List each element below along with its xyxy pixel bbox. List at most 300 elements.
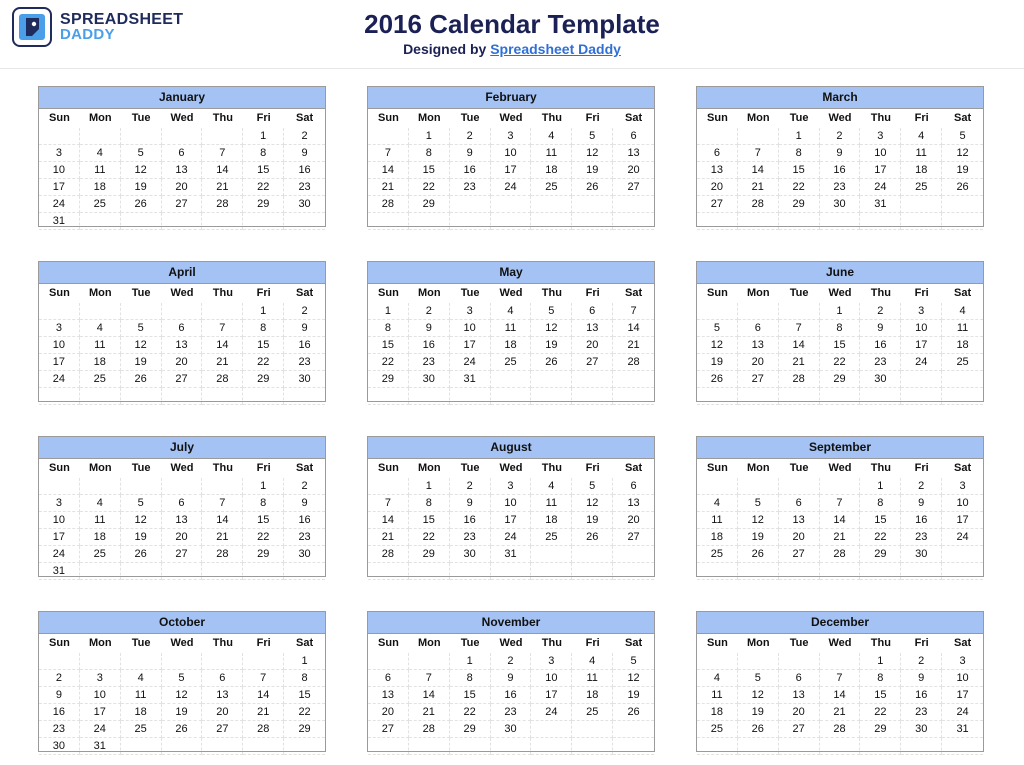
day-cell[interactable]: 12: [613, 670, 654, 687]
day-cell[interactable]: 13: [613, 495, 654, 512]
day-cell[interactable]: [572, 738, 613, 755]
day-cell[interactable]: 5: [738, 670, 779, 687]
day-cell[interactable]: 15: [368, 337, 409, 354]
day-cell[interactable]: 26: [738, 721, 779, 738]
day-cell[interactable]: 25: [531, 529, 572, 546]
day-cell[interactable]: 20: [613, 512, 654, 529]
day-cell[interactable]: 15: [409, 162, 450, 179]
day-cell[interactable]: 2: [284, 128, 325, 145]
day-cell[interactable]: 3: [531, 653, 572, 670]
day-cell[interactable]: 23: [901, 529, 942, 546]
day-cell[interactable]: 28: [202, 546, 243, 563]
day-cell[interactable]: [80, 303, 121, 320]
day-cell[interactable]: [820, 653, 861, 670]
day-cell[interactable]: 1: [368, 303, 409, 320]
day-cell[interactable]: 6: [162, 145, 203, 162]
day-cell[interactable]: 25: [80, 546, 121, 563]
day-cell[interactable]: [531, 546, 572, 563]
day-cell[interactable]: 16: [284, 512, 325, 529]
day-cell[interactable]: 2: [450, 478, 491, 495]
day-cell[interactable]: [80, 213, 121, 230]
day-cell[interactable]: [284, 738, 325, 755]
day-cell[interactable]: 6: [202, 670, 243, 687]
day-cell[interactable]: 16: [39, 704, 80, 721]
day-cell[interactable]: 22: [284, 704, 325, 721]
day-cell[interactable]: 28: [202, 371, 243, 388]
day-cell[interactable]: 19: [121, 354, 162, 371]
day-cell[interactable]: 20: [368, 704, 409, 721]
day-cell[interactable]: 12: [121, 337, 162, 354]
day-cell[interactable]: 12: [738, 512, 779, 529]
day-cell[interactable]: [697, 738, 738, 755]
day-cell[interactable]: 21: [368, 179, 409, 196]
day-cell[interactable]: [450, 196, 491, 213]
day-cell[interactable]: 9: [901, 670, 942, 687]
day-cell[interactable]: 30: [820, 196, 861, 213]
day-cell[interactable]: 5: [572, 128, 613, 145]
day-cell[interactable]: 5: [531, 303, 572, 320]
day-cell[interactable]: 19: [572, 512, 613, 529]
day-cell[interactable]: 11: [942, 320, 983, 337]
day-cell[interactable]: [450, 388, 491, 405]
day-cell[interactable]: 24: [491, 529, 532, 546]
day-cell[interactable]: 29: [243, 546, 284, 563]
day-cell[interactable]: 23: [491, 704, 532, 721]
day-cell[interactable]: 1: [243, 478, 284, 495]
day-cell[interactable]: 17: [39, 179, 80, 196]
day-cell[interactable]: 24: [942, 529, 983, 546]
day-cell[interactable]: 30: [39, 738, 80, 755]
day-cell[interactable]: [697, 128, 738, 145]
spreadsheet-daddy-link[interactable]: Spreadsheet Daddy: [490, 41, 621, 57]
day-cell[interactable]: 19: [697, 354, 738, 371]
day-cell[interactable]: [450, 563, 491, 580]
day-cell[interactable]: 10: [491, 145, 532, 162]
day-cell[interactable]: 29: [243, 371, 284, 388]
day-cell[interactable]: 8: [409, 145, 450, 162]
day-cell[interactable]: 16: [409, 337, 450, 354]
day-cell[interactable]: 27: [779, 721, 820, 738]
day-cell[interactable]: 5: [121, 495, 162, 512]
day-cell[interactable]: 25: [121, 721, 162, 738]
day-cell[interactable]: [284, 563, 325, 580]
day-cell[interactable]: [860, 563, 901, 580]
day-cell[interactable]: [368, 388, 409, 405]
day-cell[interactable]: 25: [80, 196, 121, 213]
day-cell[interactable]: 28: [820, 721, 861, 738]
day-cell[interactable]: 10: [860, 145, 901, 162]
day-cell[interactable]: 22: [450, 704, 491, 721]
day-cell[interactable]: 28: [243, 721, 284, 738]
day-cell[interactable]: 27: [697, 196, 738, 213]
day-cell[interactable]: 13: [368, 687, 409, 704]
day-cell[interactable]: 15: [243, 512, 284, 529]
day-cell[interactable]: 21: [820, 529, 861, 546]
day-cell[interactable]: 23: [860, 354, 901, 371]
day-cell[interactable]: 11: [80, 337, 121, 354]
day-cell[interactable]: 12: [697, 337, 738, 354]
day-cell[interactable]: 5: [121, 320, 162, 337]
day-cell[interactable]: [39, 653, 80, 670]
day-cell[interactable]: 30: [284, 546, 325, 563]
day-cell[interactable]: 12: [162, 687, 203, 704]
day-cell[interactable]: [39, 303, 80, 320]
day-cell[interactable]: [738, 738, 779, 755]
day-cell[interactable]: 2: [491, 653, 532, 670]
day-cell[interactable]: 29: [409, 546, 450, 563]
day-cell[interactable]: 25: [697, 721, 738, 738]
day-cell[interactable]: 16: [901, 512, 942, 529]
day-cell[interactable]: 17: [39, 354, 80, 371]
day-cell[interactable]: 11: [80, 512, 121, 529]
day-cell[interactable]: [243, 388, 284, 405]
day-cell[interactable]: 1: [779, 128, 820, 145]
day-cell[interactable]: [820, 478, 861, 495]
day-cell[interactable]: [738, 388, 779, 405]
day-cell[interactable]: 1: [284, 653, 325, 670]
day-cell[interactable]: 11: [531, 495, 572, 512]
day-cell[interactable]: 20: [162, 354, 203, 371]
day-cell[interactable]: 10: [942, 495, 983, 512]
day-cell[interactable]: [901, 196, 942, 213]
day-cell[interactable]: 22: [409, 529, 450, 546]
day-cell[interactable]: 18: [491, 337, 532, 354]
day-cell[interactable]: 16: [901, 687, 942, 704]
day-cell[interactable]: 19: [121, 179, 162, 196]
day-cell[interactable]: 17: [491, 162, 532, 179]
day-cell[interactable]: 23: [284, 354, 325, 371]
day-cell[interactable]: 17: [942, 512, 983, 529]
day-cell[interactable]: 8: [243, 320, 284, 337]
day-cell[interactable]: 4: [491, 303, 532, 320]
day-cell[interactable]: [243, 653, 284, 670]
day-cell[interactable]: [901, 371, 942, 388]
day-cell[interactable]: [613, 196, 654, 213]
day-cell[interactable]: 12: [121, 162, 162, 179]
day-cell[interactable]: 15: [450, 687, 491, 704]
day-cell[interactable]: 18: [942, 337, 983, 354]
day-cell[interactable]: 22: [820, 354, 861, 371]
day-cell[interactable]: 29: [860, 721, 901, 738]
day-cell[interactable]: [613, 546, 654, 563]
day-cell[interactable]: 28: [820, 546, 861, 563]
day-cell[interactable]: [368, 213, 409, 230]
day-cell[interactable]: 13: [779, 512, 820, 529]
day-cell[interactable]: 16: [284, 162, 325, 179]
day-cell[interactable]: 2: [820, 128, 861, 145]
day-cell[interactable]: 27: [613, 179, 654, 196]
day-cell[interactable]: [491, 388, 532, 405]
day-cell[interactable]: 22: [779, 179, 820, 196]
day-cell[interactable]: 23: [901, 704, 942, 721]
day-cell[interactable]: 8: [243, 145, 284, 162]
day-cell[interactable]: 10: [491, 495, 532, 512]
day-cell[interactable]: 17: [491, 512, 532, 529]
day-cell[interactable]: 31: [80, 738, 121, 755]
day-cell[interactable]: 4: [697, 495, 738, 512]
day-cell[interactable]: [942, 546, 983, 563]
day-cell[interactable]: 20: [162, 529, 203, 546]
day-cell[interactable]: [409, 563, 450, 580]
day-cell[interactable]: [80, 128, 121, 145]
day-cell[interactable]: [368, 563, 409, 580]
day-cell[interactable]: 9: [39, 687, 80, 704]
day-cell[interactable]: 19: [613, 687, 654, 704]
day-cell[interactable]: [243, 213, 284, 230]
day-cell[interactable]: 17: [942, 687, 983, 704]
day-cell[interactable]: 9: [409, 320, 450, 337]
day-cell[interactable]: [942, 213, 983, 230]
day-cell[interactable]: 19: [738, 704, 779, 721]
day-cell[interactable]: 24: [80, 721, 121, 738]
day-cell[interactable]: [202, 388, 243, 405]
day-cell[interactable]: 31: [39, 563, 80, 580]
day-cell[interactable]: 3: [80, 670, 121, 687]
day-cell[interactable]: 25: [572, 704, 613, 721]
day-cell[interactable]: 5: [738, 495, 779, 512]
day-cell[interactable]: 1: [820, 303, 861, 320]
day-cell[interactable]: 21: [613, 337, 654, 354]
day-cell[interactable]: 3: [942, 478, 983, 495]
day-cell[interactable]: [697, 213, 738, 230]
day-cell[interactable]: 11: [80, 162, 121, 179]
day-cell[interactable]: 7: [409, 670, 450, 687]
day-cell[interactable]: 2: [284, 303, 325, 320]
day-cell[interactable]: 12: [531, 320, 572, 337]
day-cell[interactable]: 31: [491, 546, 532, 563]
day-cell[interactable]: 21: [409, 704, 450, 721]
day-cell[interactable]: [121, 213, 162, 230]
day-cell[interactable]: 17: [860, 162, 901, 179]
day-cell[interactable]: [820, 213, 861, 230]
day-cell[interactable]: 11: [572, 670, 613, 687]
day-cell[interactable]: 20: [202, 704, 243, 721]
day-cell[interactable]: 28: [779, 371, 820, 388]
day-cell[interactable]: 1: [243, 128, 284, 145]
day-cell[interactable]: 4: [697, 670, 738, 687]
day-cell[interactable]: 27: [202, 721, 243, 738]
day-cell[interactable]: 14: [613, 320, 654, 337]
day-cell[interactable]: [572, 721, 613, 738]
day-cell[interactable]: [284, 388, 325, 405]
day-cell[interactable]: 11: [697, 687, 738, 704]
day-cell[interactable]: [820, 388, 861, 405]
day-cell[interactable]: 7: [820, 495, 861, 512]
day-cell[interactable]: [738, 478, 779, 495]
day-cell[interactable]: 6: [697, 145, 738, 162]
day-cell[interactable]: 25: [697, 546, 738, 563]
day-cell[interactable]: 24: [450, 354, 491, 371]
day-cell[interactable]: [368, 738, 409, 755]
day-cell[interactable]: 18: [901, 162, 942, 179]
day-cell[interactable]: [284, 213, 325, 230]
day-cell[interactable]: 27: [162, 371, 203, 388]
day-cell[interactable]: 5: [162, 670, 203, 687]
day-cell[interactable]: [779, 738, 820, 755]
day-cell[interactable]: 5: [942, 128, 983, 145]
day-cell[interactable]: 8: [860, 670, 901, 687]
day-cell[interactable]: 28: [368, 196, 409, 213]
day-cell[interactable]: 24: [942, 704, 983, 721]
day-cell[interactable]: 13: [162, 337, 203, 354]
day-cell[interactable]: 28: [738, 196, 779, 213]
day-cell[interactable]: 8: [860, 495, 901, 512]
day-cell[interactable]: [243, 738, 284, 755]
day-cell[interactable]: 10: [39, 337, 80, 354]
day-cell[interactable]: 13: [738, 337, 779, 354]
day-cell[interactable]: [860, 738, 901, 755]
day-cell[interactable]: 23: [450, 529, 491, 546]
day-cell[interactable]: 3: [901, 303, 942, 320]
day-cell[interactable]: 6: [162, 320, 203, 337]
day-cell[interactable]: 4: [901, 128, 942, 145]
day-cell[interactable]: [39, 478, 80, 495]
day-cell[interactable]: [491, 196, 532, 213]
day-cell[interactable]: 16: [284, 337, 325, 354]
day-cell[interactable]: 1: [860, 478, 901, 495]
day-cell[interactable]: [121, 563, 162, 580]
day-cell[interactable]: 14: [779, 337, 820, 354]
day-cell[interactable]: 10: [901, 320, 942, 337]
day-cell[interactable]: [368, 478, 409, 495]
day-cell[interactable]: 3: [39, 145, 80, 162]
day-cell[interactable]: 13: [572, 320, 613, 337]
day-cell[interactable]: 18: [697, 529, 738, 546]
day-cell[interactable]: [162, 653, 203, 670]
day-cell[interactable]: 9: [860, 320, 901, 337]
day-cell[interactable]: [409, 653, 450, 670]
day-cell[interactable]: [121, 128, 162, 145]
day-cell[interactable]: 3: [860, 128, 901, 145]
day-cell[interactable]: [572, 213, 613, 230]
day-cell[interactable]: 15: [820, 337, 861, 354]
day-cell[interactable]: [202, 653, 243, 670]
day-cell[interactable]: 8: [779, 145, 820, 162]
day-cell[interactable]: 7: [368, 145, 409, 162]
day-cell[interactable]: [531, 738, 572, 755]
day-cell[interactable]: 29: [860, 546, 901, 563]
day-cell[interactable]: 2: [39, 670, 80, 687]
day-cell[interactable]: 22: [368, 354, 409, 371]
day-cell[interactable]: 4: [572, 653, 613, 670]
day-cell[interactable]: 12: [738, 687, 779, 704]
day-cell[interactable]: 30: [409, 371, 450, 388]
day-cell[interactable]: 28: [368, 546, 409, 563]
day-cell[interactable]: 9: [284, 145, 325, 162]
day-cell[interactable]: 26: [942, 179, 983, 196]
day-cell[interactable]: 22: [243, 354, 284, 371]
day-cell[interactable]: [531, 371, 572, 388]
day-cell[interactable]: [820, 563, 861, 580]
day-cell[interactable]: [368, 128, 409, 145]
day-cell[interactable]: 17: [39, 529, 80, 546]
day-cell[interactable]: [613, 371, 654, 388]
day-cell[interactable]: [697, 303, 738, 320]
day-cell[interactable]: 5: [121, 145, 162, 162]
day-cell[interactable]: 6: [613, 128, 654, 145]
day-cell[interactable]: [409, 388, 450, 405]
day-cell[interactable]: 16: [450, 512, 491, 529]
day-cell[interactable]: [738, 563, 779, 580]
day-cell[interactable]: [942, 196, 983, 213]
day-cell[interactable]: 19: [572, 162, 613, 179]
day-cell[interactable]: [121, 478, 162, 495]
day-cell[interactable]: 8: [284, 670, 325, 687]
day-cell[interactable]: 15: [409, 512, 450, 529]
day-cell[interactable]: [202, 213, 243, 230]
day-cell[interactable]: 24: [39, 546, 80, 563]
day-cell[interactable]: 1: [409, 478, 450, 495]
day-cell[interactable]: 9: [901, 495, 942, 512]
day-cell[interactable]: 24: [531, 704, 572, 721]
day-cell[interactable]: [860, 213, 901, 230]
day-cell[interactable]: 6: [572, 303, 613, 320]
day-cell[interactable]: 4: [531, 478, 572, 495]
day-cell[interactable]: 30: [901, 546, 942, 563]
day-cell[interactable]: 20: [779, 529, 820, 546]
day-cell[interactable]: 5: [572, 478, 613, 495]
day-cell[interactable]: [121, 388, 162, 405]
day-cell[interactable]: [613, 563, 654, 580]
day-cell[interactable]: 10: [39, 162, 80, 179]
day-cell[interactable]: [491, 738, 532, 755]
day-cell[interactable]: [697, 478, 738, 495]
day-cell[interactable]: [942, 738, 983, 755]
day-cell[interactable]: 13: [697, 162, 738, 179]
day-cell[interactable]: 9: [820, 145, 861, 162]
day-cell[interactable]: 7: [202, 320, 243, 337]
day-cell[interactable]: 17: [901, 337, 942, 354]
day-cell[interactable]: [491, 213, 532, 230]
day-cell[interactable]: 24: [491, 179, 532, 196]
day-cell[interactable]: [409, 213, 450, 230]
day-cell[interactable]: 18: [572, 687, 613, 704]
day-cell[interactable]: [450, 738, 491, 755]
day-cell[interactable]: 12: [942, 145, 983, 162]
day-cell[interactable]: 3: [39, 320, 80, 337]
day-cell[interactable]: 15: [284, 687, 325, 704]
day-cell[interactable]: 15: [779, 162, 820, 179]
day-cell[interactable]: 23: [409, 354, 450, 371]
day-cell[interactable]: 6: [779, 495, 820, 512]
day-cell[interactable]: [202, 563, 243, 580]
day-cell[interactable]: [779, 213, 820, 230]
day-cell[interactable]: 27: [613, 529, 654, 546]
day-cell[interactable]: 15: [860, 687, 901, 704]
day-cell[interactable]: 11: [491, 320, 532, 337]
day-cell[interactable]: [162, 303, 203, 320]
day-cell[interactable]: 29: [409, 196, 450, 213]
day-cell[interactable]: 14: [738, 162, 779, 179]
day-cell[interactable]: 21: [820, 704, 861, 721]
day-cell[interactable]: [368, 653, 409, 670]
day-cell[interactable]: 27: [162, 196, 203, 213]
day-cell[interactable]: 26: [738, 546, 779, 563]
day-cell[interactable]: 1: [409, 128, 450, 145]
day-cell[interactable]: [80, 478, 121, 495]
day-cell[interactable]: 4: [80, 495, 121, 512]
day-cell[interactable]: [779, 388, 820, 405]
day-cell[interactable]: [901, 563, 942, 580]
day-cell[interactable]: 22: [243, 529, 284, 546]
day-cell[interactable]: 30: [860, 371, 901, 388]
day-cell[interactable]: 26: [613, 704, 654, 721]
day-cell[interactable]: [162, 478, 203, 495]
day-cell[interactable]: 14: [820, 512, 861, 529]
day-cell[interactable]: 2: [901, 478, 942, 495]
day-cell[interactable]: 12: [572, 145, 613, 162]
day-cell[interactable]: 17: [80, 704, 121, 721]
